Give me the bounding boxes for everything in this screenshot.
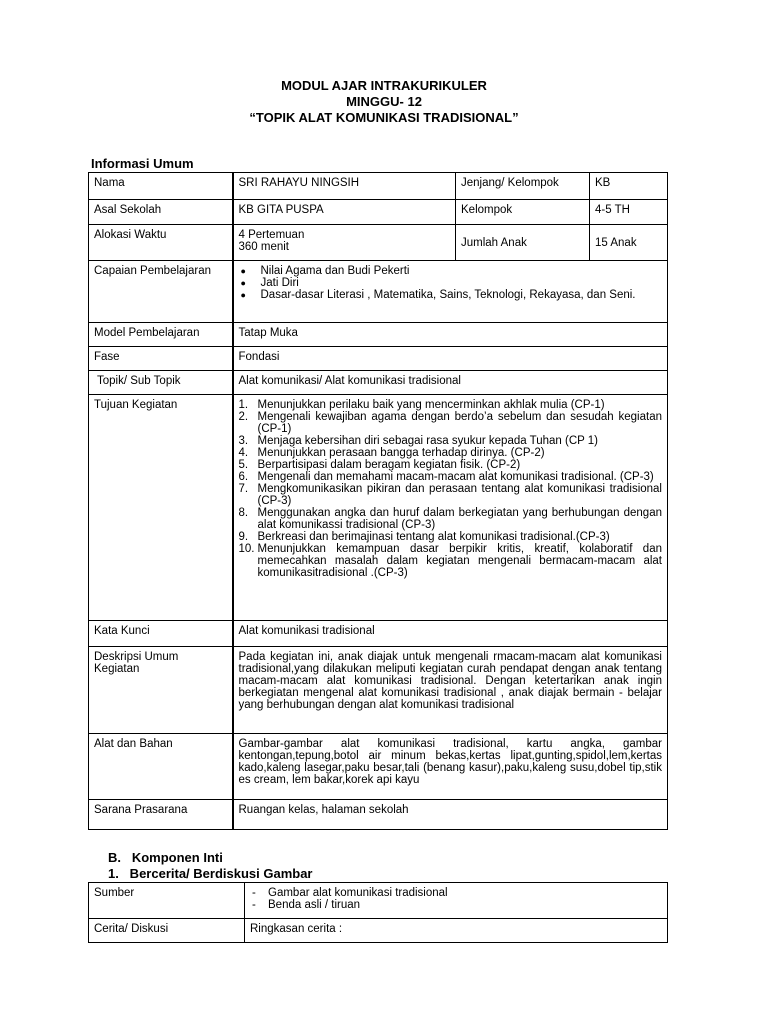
tujuan-item: 1. Menunjukkan perilaku baik yang mencerminkan akhlak mulia (CP-1) [238, 399, 605, 411]
value-jenjang: KB [590, 173, 668, 200]
row-tujuan [89, 395, 668, 621]
alokasi-pertemuan: 4 Pertemuan [238, 229, 305, 241]
row-fase [89, 347, 668, 371]
value-sumber [245, 883, 668, 919]
label-capaian: Capaian Pembelajaran [89, 261, 233, 323]
row-sumber [89, 883, 668, 919]
capaian-item: ● Nilai Agama dan Budi Pekerti [239, 265, 643, 277]
tujuan-item: 6. Mengenali dan memahami macam-macam alat komunikasi tradisional. (CP-3) [238, 471, 654, 483]
value-asal-sekolah: KB GITA PUSPA [233, 200, 456, 225]
section-bercerita: 1. Bercerita/ Berdiskusi Gambar [108, 866, 313, 881]
label-fase: Fase [89, 347, 233, 371]
label-jenjang: Jenjang/ Kelompok [456, 173, 590, 200]
row-nama [89, 173, 668, 200]
value-alat-bahan: Gambar-gambar alat komunikasi tradisional, kartu angka, gambar kentongan,tepung,botol air minum bekas,kertas lipat,gunting,spidol,lem,kertas kado,kaleng lasegar,paku besar,tali (benang kasur),paku,kaleng susu,dobel tip,stik es cream, lem bakar,korek api kayu [233, 734, 668, 800]
label-sarana: Sarana Prasarana [89, 800, 233, 830]
informasi-umum-table [88, 172, 668, 830]
tujuan-item: 5. Berpartisipasi dalam beragam kegiatan fisik. (CP-2) [238, 459, 521, 471]
label-asal-sekolah: Asal Sekolah [89, 200, 233, 225]
value-model: Tatap Muka [233, 323, 668, 347]
label-tujuan: Tujuan Kegiatan [89, 395, 233, 621]
tujuan-item: 4. Menunjukkan perasaan bangga terhadap dirinya. (CP-2) [238, 447, 545, 459]
label-kelompok: Kelompok [456, 200, 590, 225]
label-nama: Nama [89, 173, 233, 200]
week-title: MINGGU- 12 [346, 94, 422, 109]
value-kelompok: 4-5 TH [590, 200, 668, 225]
label-topik: Topik/ Sub Topik [89, 371, 233, 395]
label-alokasi-waktu: Alokasi Waktu [89, 225, 233, 261]
value-jumlah-anak: 15 Anak [590, 225, 668, 261]
tujuan-item: 7. Mengkomunikasikan pikiran dan perasaan tentang alat komunikasi tradisional (CP-3) [238, 483, 662, 507]
section-komponen-inti: B. Komponen Inti [108, 850, 223, 865]
value-topik: Alat komunikasi/ Alat komunikasi tradisional [233, 371, 668, 395]
tujuan-item: 3. Menjaga kebersihan diri sebagai rasa syukur kepada Tuhan (CP 1) [238, 435, 599, 447]
tujuan-item: 2. Mengenali kewajiban agama dengan berdo’a sebelum dan sesudah kegiatan (CP-1) [238, 411, 662, 435]
topic-title: “TOPIK ALAT KOMUNIKASI TRADISIONAL” [249, 110, 519, 125]
row-kata-kunci [89, 621, 668, 647]
row-alokasi-waktu [89, 225, 668, 261]
value-alokasi-waktu [233, 225, 456, 261]
section-informasi-umum: Informasi Umum [91, 156, 194, 171]
row-capaian [89, 261, 668, 323]
row-cerita [89, 919, 668, 943]
row-sarana [89, 800, 668, 830]
value-fase: Fondasi [233, 347, 668, 371]
label-alat-bahan: Alat dan Bahan [89, 734, 233, 800]
capaian-item: ● Dasar-dasar Literasi , Matematika, Sains, Teknologi, Rekayasa, dan Seni. [239, 289, 643, 301]
row-asal-sekolah [89, 200, 668, 225]
row-alat-bahan [89, 734, 668, 800]
value-kata-kunci: Alat komunikasi tradisional [233, 621, 668, 647]
label-kata-kunci: Kata Kunci [89, 621, 233, 647]
value-nama: SRI RAHAYU NINGSIH [233, 173, 456, 200]
value-capaian [233, 261, 668, 323]
sumber-item: - Gambar alat komunikasi tradisional [250, 887, 662, 899]
tujuan-item: 9. Berkreasi dan berimajinasi tentang alat komunikasi tradisional.(CP-3) [238, 531, 610, 543]
sumber-item: - Benda asli / tiruan [250, 899, 662, 911]
row-model [89, 323, 668, 347]
label-deskripsi: Deskripsi Umum Kegiatan [89, 647, 233, 734]
value-deskripsi: Pada kegiatan ini, anak diajak untuk mengenali rmacam-macam alat komunikasi tradisional,yang dilakukan meliputi kegiatan curah pendapat dengan anak tentang macam-macam alat komunikasi tradisional. Dengan ketertarikan anak ingin berkegiatan mengenal alat komunikasi tradisional , anak diajak bermain - belajar yang berhubungan dengan alat komunikasi tradisional [233, 647, 668, 734]
label-cerita: Cerita/ Diskusi [89, 919, 245, 943]
alokasi-menit: 360 menit [238, 241, 290, 253]
tujuan-item: 10. Menunjukkan kemampuan dasar berpikir kritis, kreatif, kolaboratif dan memecahkan masalah dalam kegiatan mengenali bermacam-macam alat komunikasitradisional .(CP-3) [238, 543, 662, 579]
value-cerita: Ringkasan cerita : [245, 919, 668, 943]
value-tujuan [233, 395, 668, 621]
value-sarana: Ruangan kelas, halaman sekolah [233, 800, 668, 830]
label-sumber: Sumber [89, 883, 245, 919]
capaian-item: ● Jati Diri [239, 277, 643, 289]
module-title: MODUL AJAR INTRAKURIKULER [281, 78, 487, 93]
row-topik [89, 371, 668, 395]
row-deskripsi [89, 647, 668, 734]
label-model: Model Pembelajaran [89, 323, 233, 347]
tujuan-item: 8. Menggunakan angka dan huruf dalam berkegiatan yang berhubungan dengan alat komunikassi tradisional (CP-3) [238, 507, 662, 531]
komponen-inti-table [88, 882, 668, 943]
label-jumlah-anak: Jumlah Anak [456, 225, 590, 261]
